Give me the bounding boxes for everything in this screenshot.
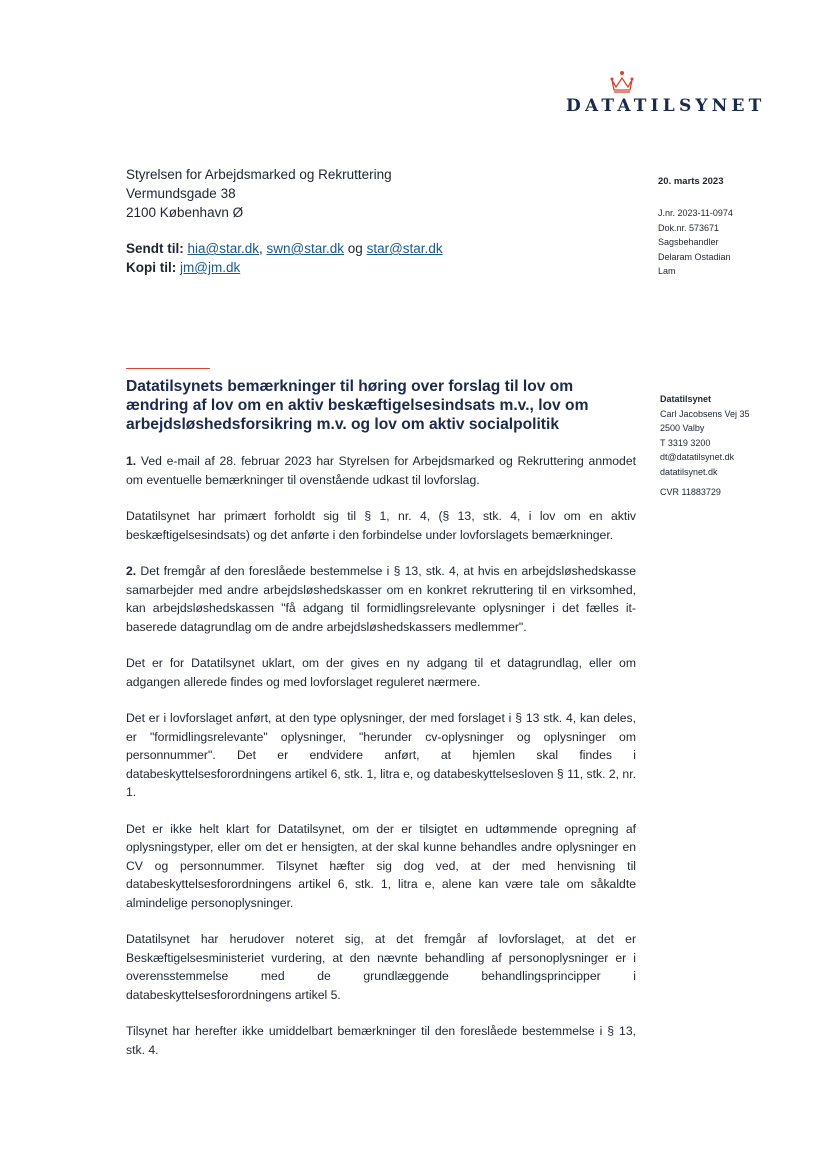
body-paragraph: Det er for Datatilsynet uklart, om der gives en ny adgang til et datagrundlag, eller om adgangen allerede findes og med lovforslaget reguleret nærmere. — [126, 656, 636, 689]
separator: , — [259, 241, 263, 256]
paragraph-text: Det fremgår af den foreslåede bestemmelse i § 13, stk. 4, at hvis en arbejdsløshedskasse samarbejder med andre arbejdsløshedskasser om en konkret rekruttering til en virksomhed, kan arbejdsløshedskassen "få adgang til formidlingsrelevante oplysninger i det fælles it-baserede datagrundlag om de andre arbejdsløshedskassers medlemmer". — [126, 564, 637, 634]
sender-street: Carl Jacobsens Vej 35 — [660, 408, 750, 419]
letter-date: 20. marts 2023 — [658, 176, 724, 187]
sender-phone: T 3319 3200 — [660, 437, 711, 448]
copy-to-line — [126, 258, 443, 277]
email-link[interactable]: swn@star.dk — [266, 241, 345, 256]
section-number: 1. — [126, 454, 137, 468]
recipient-line: Vermundsgade 38 — [126, 186, 236, 201]
brand-name: DATATILSYNET — [566, 96, 766, 116]
letter-body — [126, 452, 636, 1077]
handler-label: Sagsbehandler — [658, 237, 719, 247]
body-paragraph: Tilsynet har herefter ikke umiddelbart bemærkninger til den foreslåede bestemmelse i § 13, stk. 4. — [126, 1024, 636, 1057]
recipient-line: Styrelsen for Arbejdsmarked og Rekruttering — [126, 167, 392, 182]
sender-email: dt@datatilsynet.dk — [660, 452, 735, 462]
sent-to-line — [126, 239, 443, 258]
email-link[interactable]: jm@jm.dk — [180, 260, 241, 275]
sender-org: Datatilsynet — [660, 394, 712, 404]
journal-number: J.nr. 2023-11-0974 — [658, 208, 733, 218]
copy-to-label: Kopi til: — [126, 260, 177, 275]
separator: og — [347, 241, 363, 256]
case-meta — [658, 206, 733, 279]
letter-title: Datatilsynets bemærkninger til høring over forslag til lov om ændring af lov om en aktiv beskæftigelsesindsats m.v., lov om arbejdsløshedsforsikring m.v. og lov om aktiv socialpolitik — [126, 378, 589, 434]
email-link[interactable]: hia@star.dk — [187, 241, 260, 256]
body-paragraph — [126, 452, 636, 489]
body-paragraph: Det er i lovforslaget anført, at den type oplysninger, der med forslaget i § 13 stk. 4, kan deles, er "formidlingsrelevante" oplysninger, "herunder cv-oplysninger og oplysninger om personnummer". Det er endvidere anført, at hjemlen skal findes i databeskyttelsesforordningens artikel 6, stk. 1, litra e, og databeskyttelsesloven § 11, stk. 2, nr. 1. — [126, 711, 636, 799]
recipient-line: 2100 København Ø — [126, 205, 244, 220]
crown-icon — [609, 70, 635, 94]
sender-contact — [660, 392, 750, 500]
section-number: 2. — [126, 564, 137, 578]
sender-web: datatilsynet.dk — [660, 466, 718, 477]
handler-name: Delaram Ostadian — [658, 251, 731, 262]
body-paragraph: Datatilsynet har primært forholdt sig til § 1, nr. 4, (§ 13, stk. 4, i lov om en aktiv beskæftigelsesindsats) og det anførte i den forbindelse under lovforslagets bemærkninger. — [126, 509, 636, 542]
accent-rule — [126, 368, 210, 369]
sent-to-label: Sendt til: — [126, 241, 184, 256]
body-paragraph: Datatilsynet har herudover noteret sig, at det fremgår af lovforslaget, at det er Beskæftigelsesministeriet vurdering, at den nævnte behandling af personoplysninger er i overensstemmelse med de grundlæggende behandlingsprincipper i databeskyttelsesforordningens artikel 5. — [126, 932, 636, 1002]
paragraph-text: Ved e-mail af 28. februar 2023 har Styrelsen for Arbejdsmarked og Rekruttering anmodet om eventuelle bemærkninger til ovenstående udkast til lovforslag. — [126, 454, 636, 487]
sender-cvr: CVR 11883729 — [660, 487, 721, 497]
recipient-address — [126, 165, 392, 222]
sent-to-block — [126, 239, 443, 277]
body-paragraph: Det er ikke helt klart for Datatilsynet, om der er tilsigtet en udtømmende opregning af oplysningstyper, eller om det er hensigten, at der skal kunne behandles andre oplysninger en CV og personnummer. Tilsynet hæfter sig dog ved, at der med henvisning til databeskyttelsesforordningens artikel 6, stk. 1, litra e, alene kan være tale om såkaldte almindelige personoplysninger. — [126, 821, 636, 910]
email-link[interactable]: star@star.dk — [366, 241, 443, 256]
document-number: Dok.nr. 573671 — [658, 222, 720, 233]
sender-city: 2500 Valby — [660, 423, 705, 433]
body-paragraph — [126, 562, 636, 636]
handler-name: Lam — [658, 266, 676, 276]
